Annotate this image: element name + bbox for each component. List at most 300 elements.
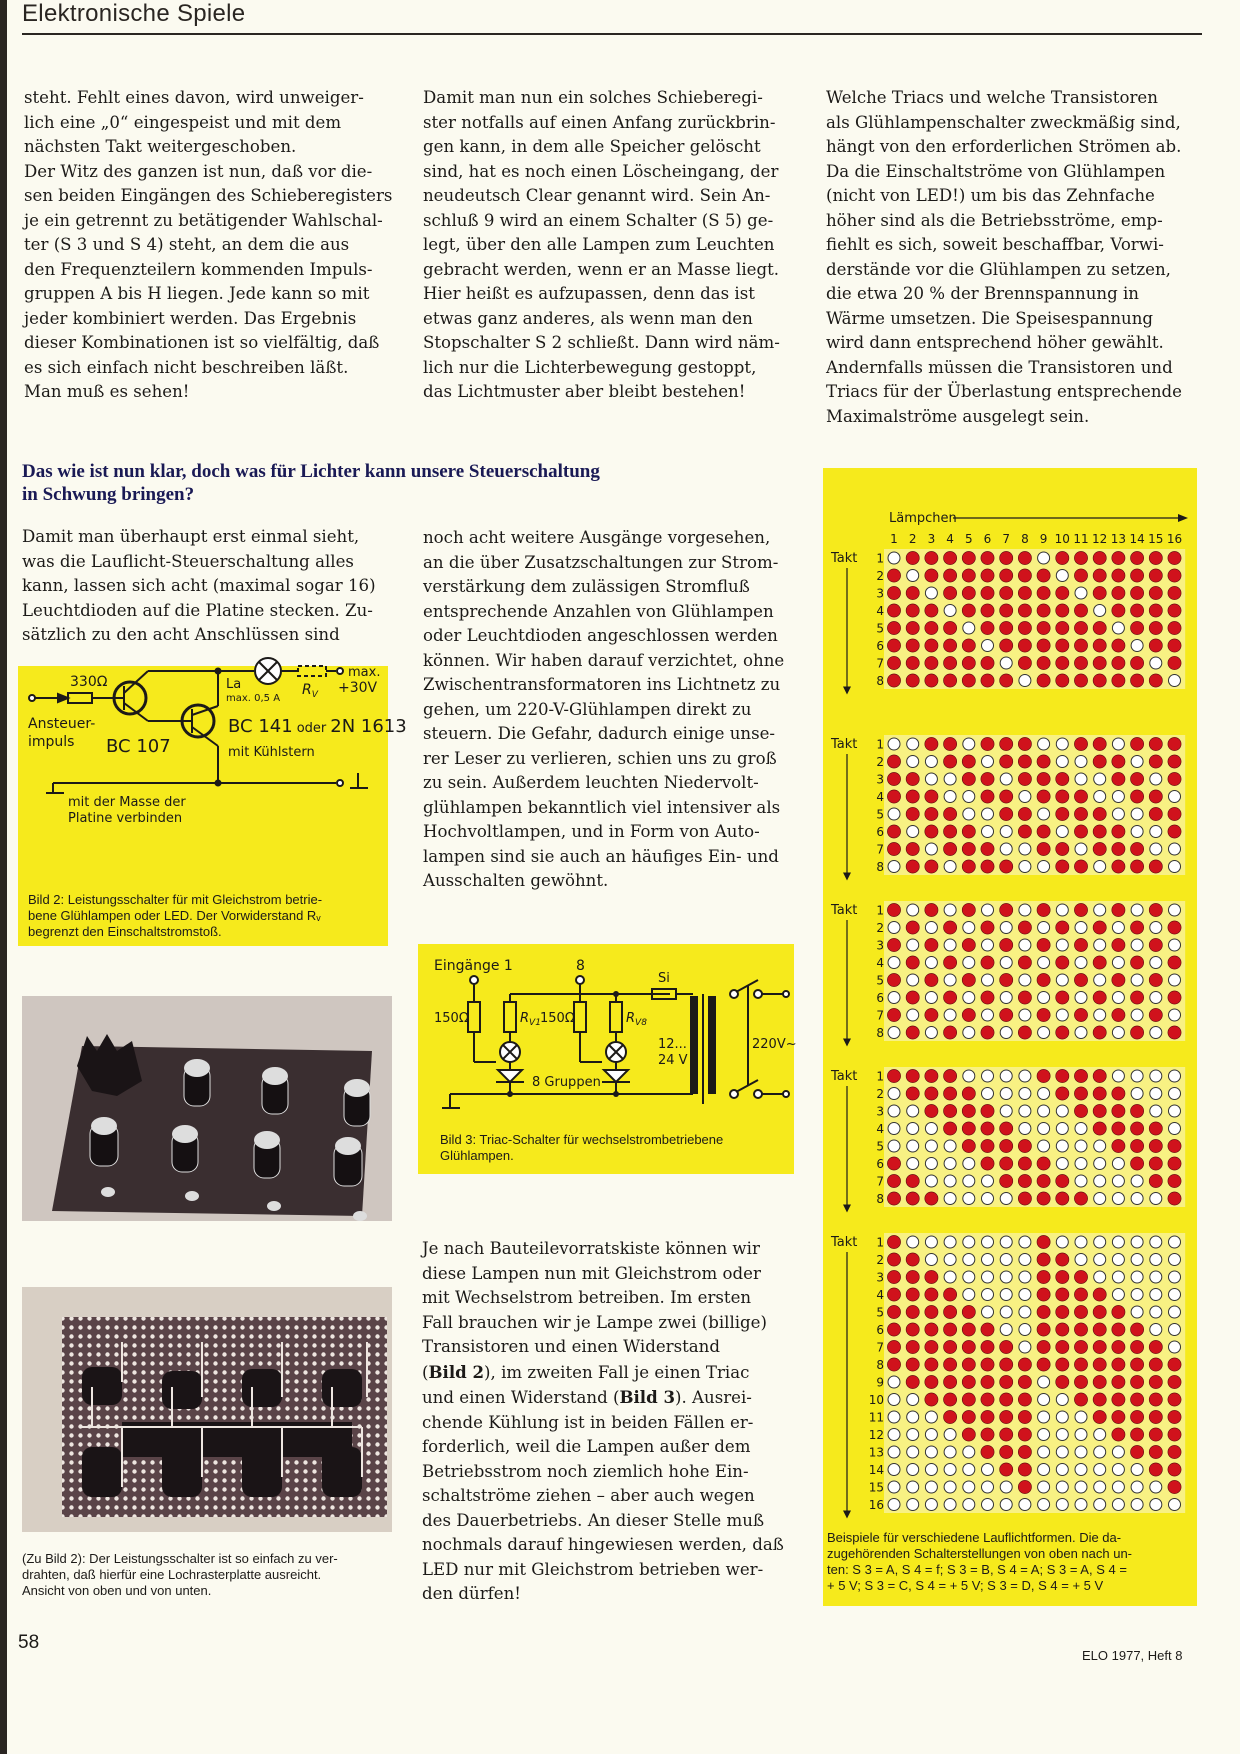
led-on [1093, 1069, 1106, 1082]
led-on [887, 621, 900, 634]
clock-step-number: 5 [876, 1305, 884, 1320]
led-on [1074, 1104, 1087, 1117]
led-off [925, 922, 937, 934]
led-off [1169, 1324, 1181, 1336]
led-on [1018, 1139, 1031, 1152]
led-off [907, 1140, 919, 1152]
led-on [1037, 1192, 1050, 1205]
led-on [887, 790, 900, 803]
led-on [887, 674, 900, 687]
led-off [982, 1236, 994, 1248]
led-on [925, 1069, 938, 1082]
led-on [1056, 790, 1069, 803]
led-on [1018, 825, 1031, 838]
led-on [925, 1358, 938, 1371]
led-on [906, 1305, 919, 1318]
led-off [1112, 622, 1124, 634]
led-off [944, 605, 956, 617]
led-off [944, 1254, 956, 1266]
led-on [1112, 860, 1125, 873]
led-on [1093, 551, 1106, 564]
led-on [944, 1340, 957, 1353]
text-run: ), im zweiten Fall je einen Triac und einen Widerstand ( [422, 1362, 750, 1407]
led-off [963, 791, 975, 803]
led-on [1168, 1157, 1181, 1170]
led-off [963, 1464, 975, 1476]
led-on [962, 1008, 975, 1021]
led-on [1112, 674, 1125, 687]
led-on [981, 1157, 994, 1170]
lamp-number: 8 [1021, 532, 1029, 546]
led-off [1056, 826, 1068, 838]
led-on [1149, 973, 1162, 986]
led-off [1131, 1289, 1143, 1301]
led-on [962, 1323, 975, 1336]
led-on [1112, 825, 1125, 838]
label-ground-2: Platine verbinden [68, 811, 183, 826]
led-off [1019, 1009, 1031, 1021]
led-on [981, 1445, 994, 1458]
led-off [888, 1499, 900, 1511]
led-on [1149, 1375, 1162, 1388]
led-on [1056, 1340, 1069, 1353]
led-off [925, 773, 937, 785]
led-on [1000, 1174, 1013, 1187]
led-on [1149, 1174, 1162, 1187]
led-on [981, 860, 994, 873]
clock-step-number: 4 [876, 790, 884, 804]
led-off [1112, 1070, 1124, 1082]
photo-circuit-top-view [22, 996, 392, 1221]
led-off [1038, 1411, 1050, 1423]
led-on [944, 956, 957, 969]
led-on [906, 656, 919, 669]
led-on [1018, 639, 1031, 652]
led-on [1093, 1122, 1106, 1135]
led-on [1018, 772, 1031, 785]
led-off [925, 992, 937, 1004]
led-on [981, 604, 994, 617]
led-on [1093, 807, 1106, 820]
led-on [1037, 569, 1050, 582]
led-on [1000, 755, 1013, 768]
led-on [906, 991, 919, 1004]
led-off [907, 826, 919, 838]
led-on [1093, 569, 1106, 582]
led-on [1000, 1393, 1013, 1406]
led-on [1131, 860, 1144, 873]
led-on [1000, 737, 1013, 750]
pattern-group [830, 1233, 1185, 1519]
led-off [1131, 974, 1143, 986]
led-off [1038, 1027, 1050, 1039]
led-off [963, 1254, 975, 1266]
led-off [1056, 1411, 1068, 1423]
led-off [907, 1123, 919, 1135]
led-on [1074, 825, 1087, 838]
clock-step-number: 5 [876, 807, 884, 822]
led-on [981, 1428, 994, 1441]
led-on [1168, 921, 1181, 934]
led-on [981, 1393, 994, 1406]
led-on [981, 1340, 994, 1353]
led-on [1037, 586, 1050, 599]
section-heading: Das wie ist nun klar, doch was für Lichter kann unsere Steuerschaltung in Schwung bringen? [22, 461, 600, 505]
clock-step-number: 14 [868, 1463, 884, 1477]
led-off [963, 992, 975, 1004]
led-on [1168, 1410, 1181, 1423]
led-on [1056, 1192, 1069, 1205]
lamp-number: 4 [946, 532, 954, 546]
led-on [981, 790, 994, 803]
led-off [888, 1088, 900, 1100]
led-on [925, 1375, 938, 1388]
led-off [1056, 1158, 1068, 1170]
led-off [1000, 1105, 1012, 1117]
figure-reference-bild2: Bild 2 [428, 1361, 485, 1382]
led-on [925, 807, 938, 820]
led-on [1018, 737, 1031, 750]
led-on [1000, 621, 1013, 634]
led-on [1018, 956, 1031, 969]
led-on [1131, 674, 1144, 687]
clock-step-number: 1 [876, 551, 884, 566]
led-on [1074, 1375, 1087, 1388]
paragraph: steht. Fehlt eines davon, wird unweiger- lich eine „0“ eingespeist und mit dem nächsten Takt weitergeschoben. Der Witz des ganzen ist nun, daß vor die- sen beiden Eingängen des Schieberegisters je ein getrennt zu betätigender Wahlschal- ter (S 3 und S 4) steht, an dem die aus den Frequenzteilern kommenden Impuls- gruppen A bis H liegen. Jede kann so mit jeder kombiniert werden. Das Ergebnis dieser Kombinationen ist so vielfältig, daß es sich einfach nicht beschreiben läßt. Man muß es sehen! [24, 88, 393, 401]
label-secondary-2: 24 V [658, 1053, 688, 1068]
led-on [1131, 621, 1144, 634]
led-on [925, 1192, 938, 1205]
led-on [1112, 1410, 1125, 1423]
led-off [944, 1464, 956, 1476]
led-on [1093, 639, 1106, 652]
led-on [887, 1270, 900, 1283]
led-on [1093, 921, 1106, 934]
led-on [887, 1323, 900, 1336]
led-on [906, 1358, 919, 1371]
led-off [1131, 1464, 1143, 1476]
led-on [906, 604, 919, 617]
led-on [887, 639, 900, 652]
led-on [962, 1428, 975, 1441]
led-on [1093, 1087, 1106, 1100]
clock-step-number: 9 [876, 1375, 884, 1390]
led-off [1038, 1499, 1050, 1511]
led-off [888, 922, 900, 934]
clock-axis-arrow-head [843, 1511, 851, 1519]
led-on [1018, 586, 1031, 599]
led-off [1038, 922, 1050, 934]
led-off [1019, 791, 1031, 803]
led-on [925, 621, 938, 634]
photo-graphic-bottom [22, 1287, 392, 1532]
clock-axis-label: Takt [831, 737, 858, 752]
led-on [1168, 772, 1181, 785]
label-secondary-1: 12... [658, 1037, 687, 1052]
led-off [963, 957, 975, 969]
led-on [887, 973, 900, 986]
led-on [906, 674, 919, 687]
led-off [963, 1158, 975, 1170]
led-off [1019, 904, 1031, 916]
led-off [907, 1411, 919, 1423]
led-on [1168, 1393, 1181, 1406]
lamp-axis-arrow-head [1178, 514, 1188, 522]
paragraph: Damit man nun ein solches Schieberegi- ster notfalls auf einen Anfang zurückbrin- gen kann, in dem alle Speicher gelöscht sind, hat es noch einen Löscheingang, der neudeutsch Clear genannt wird. Sein An- schluß 9 wird an einem Schalter (S 5) ge- legt, über den alle Lampen zum Leuchten gebracht werden, wenn er an Masse liegt. Hier heißt es aufzupassen, denn das ist etwas ganz anderes, als wenn man den Stopschalter S 2 schließt. Dann wird näm- lich nur die Lichterbewegung gestoppt, das Lichtmuster aber bleibt bestehen! [423, 88, 780, 401]
led-off [1169, 1105, 1181, 1117]
led-on [962, 1087, 975, 1100]
lamp-number: 13 [1110, 532, 1127, 546]
led-on [1149, 1410, 1162, 1423]
led-on [1037, 938, 1050, 951]
led-off [1150, 1306, 1162, 1318]
led-off [907, 1158, 919, 1170]
label-vmax-2: +30V [338, 680, 378, 696]
led-on [1037, 772, 1050, 785]
led-on [1000, 569, 1013, 582]
led-off [925, 1140, 937, 1152]
led-on [1168, 1192, 1181, 1205]
led-off [1000, 1254, 1012, 1266]
led-off [1038, 552, 1050, 564]
led-off [1000, 1088, 1012, 1100]
led-on [1093, 586, 1106, 599]
led-on [1149, 938, 1162, 951]
led-on [1131, 1340, 1144, 1353]
led-on [962, 860, 975, 873]
led-off [982, 1289, 994, 1301]
label-mains: 220V~ [752, 1037, 797, 1052]
led-off [1169, 1306, 1181, 1318]
led-on [906, 842, 919, 855]
led-on [906, 1069, 919, 1082]
led-off [1038, 1376, 1050, 1388]
led-on [962, 639, 975, 652]
led-off [1150, 1088, 1162, 1100]
led-off [1038, 738, 1050, 750]
led-on [1037, 674, 1050, 687]
led-off [1019, 1271, 1031, 1283]
led-on [1000, 790, 1013, 803]
schematic-power-switch [18, 665, 407, 876]
led-off [982, 939, 994, 951]
led-on [1056, 842, 1069, 855]
clock-step-number: 4 [876, 956, 884, 970]
led-on [925, 551, 938, 564]
led-on [1112, 1104, 1125, 1117]
led-off [963, 1499, 975, 1511]
led-on [944, 1393, 957, 1406]
led-on [906, 790, 919, 803]
led-on [944, 825, 957, 838]
led-on [1149, 1122, 1162, 1135]
clock-step-number: 8 [876, 1358, 884, 1372]
led-on [1168, 569, 1181, 582]
led-on [925, 1270, 938, 1283]
led-off [963, 738, 975, 750]
led-off [963, 1070, 975, 1082]
led-on [981, 1122, 994, 1135]
clock-step-number: 7 [876, 1174, 884, 1189]
led-off [907, 1499, 919, 1511]
led-on [1037, 1270, 1050, 1283]
led-off [1169, 1088, 1181, 1100]
led-off [944, 1271, 956, 1283]
led-on [1037, 1174, 1050, 1187]
led-off [1075, 957, 1087, 969]
led-off [1131, 904, 1143, 916]
led-on [962, 656, 975, 669]
clock-step-number: 16 [868, 1498, 884, 1512]
led-off [1112, 1175, 1124, 1187]
led-on [1168, 1463, 1181, 1476]
led-on [962, 842, 975, 855]
led-on [887, 772, 900, 785]
label-rv8: $R_{V8}$ [626, 1011, 647, 1028]
led-off [888, 861, 900, 873]
led-off [1150, 1105, 1162, 1117]
led-off [1056, 1499, 1068, 1511]
led-off [1112, 957, 1124, 969]
led-on [1131, 956, 1144, 969]
led-on [1056, 1253, 1069, 1266]
led-on [1056, 1288, 1069, 1301]
led-off [1075, 843, 1087, 855]
led-off [1094, 605, 1106, 617]
led-on [925, 639, 938, 652]
led-off [1131, 756, 1143, 768]
led-on [1000, 1008, 1013, 1021]
led-off [944, 1499, 956, 1511]
led-off [1112, 1236, 1124, 1248]
led-on [1056, 604, 1069, 617]
led-on [887, 656, 900, 669]
led-off [944, 1481, 956, 1493]
led-on [1149, 807, 1162, 820]
middle-column-top [423, 526, 808, 894]
led-on [1168, 586, 1181, 599]
led-on [1074, 903, 1087, 916]
led-on [962, 586, 975, 599]
led-on [1168, 1358, 1181, 1371]
led-on [1074, 1192, 1087, 1205]
led-on [944, 737, 957, 750]
photo-graphic-top [22, 996, 392, 1221]
label-r1: 150Ω [434, 1011, 469, 1026]
led-on [887, 604, 900, 617]
led-off [888, 808, 900, 820]
led-on [944, 1323, 957, 1336]
led-on [1149, 790, 1162, 803]
led-off [925, 1158, 937, 1170]
led-on [1037, 1288, 1050, 1301]
lamp-number: 7 [1002, 532, 1011, 546]
led-off [907, 904, 919, 916]
led-chart-caption: Beispiele für verschiedene Lauflichtformen. Die da- zugehörenden Schalterstellungen von oben nach un- ten: S 3 = A, S 4 = f; S 3 = B, S 4 = A; S 3 = A, S 4 = + 5 V; S 3 = C, S 4 = + 5 V; S 3 = D, S 4 = + 5 V [827, 1530, 1133, 1593]
clock-axis-arrow-head [843, 873, 851, 881]
led-off [963, 1027, 975, 1039]
led-off [1094, 1193, 1106, 1205]
led-off [1094, 791, 1106, 803]
led-on [1131, 1122, 1144, 1135]
led-on [1018, 1428, 1031, 1441]
led-off [1075, 773, 1087, 785]
led-off [1094, 1009, 1106, 1021]
lamp-number: 6 [983, 532, 992, 546]
led-off [1075, 1481, 1087, 1493]
led-on [1074, 674, 1087, 687]
led-off [1131, 939, 1143, 951]
led-on [1131, 551, 1144, 564]
led-off [1019, 1236, 1031, 1248]
led-off [944, 1193, 956, 1205]
led-off [1169, 939, 1181, 951]
clock-step-number: 10 [868, 1393, 884, 1407]
led-on [962, 674, 975, 687]
led-on [1093, 621, 1106, 634]
led-on [1093, 674, 1106, 687]
lamp-number: 14 [1129, 532, 1145, 546]
led-on [1000, 1157, 1013, 1170]
led-on [1149, 1008, 1162, 1021]
photo-circuit-bottom-view [22, 1287, 392, 1532]
led-on [1131, 1358, 1144, 1371]
led-on [887, 586, 900, 599]
led-on [1056, 1087, 1069, 1100]
led-on [1112, 1393, 1125, 1406]
led-off [1094, 861, 1106, 873]
led-off [1169, 1499, 1181, 1511]
led-on [925, 1340, 938, 1353]
led-on [981, 772, 994, 785]
led-off [963, 1271, 975, 1283]
led-on [925, 860, 938, 873]
led-on [1074, 604, 1087, 617]
clock-step-number: 6 [876, 825, 884, 839]
led-off [1131, 1009, 1143, 1021]
led-off [1131, 1236, 1143, 1248]
led-pattern-grid [823, 468, 1197, 1528]
led-off [1075, 1411, 1087, 1423]
clock-step-number: 2 [876, 1087, 884, 1101]
led-on [1018, 656, 1031, 669]
led-on [1074, 569, 1087, 582]
led-on [1112, 1305, 1125, 1318]
led-on [1056, 1270, 1069, 1283]
led-on [1093, 1305, 1106, 1318]
led-off [1112, 1446, 1124, 1458]
led-on [1000, 1358, 1013, 1371]
led-on [1168, 551, 1181, 564]
lamp-number: 12 [1092, 532, 1108, 546]
led-off [944, 904, 956, 916]
led-on [1037, 1358, 1050, 1371]
led-off [1000, 992, 1012, 1004]
led-off [1075, 1446, 1087, 1458]
led-on [1168, 1445, 1181, 1458]
clock-step-number: 6 [876, 991, 884, 1005]
clock-step-number: 6 [876, 1323, 884, 1337]
led-on [962, 1358, 975, 1371]
led-off [1094, 1446, 1106, 1458]
led-on [962, 973, 975, 986]
led-off [1169, 1070, 1181, 1082]
led-off [963, 1175, 975, 1187]
lamp-number: 2 [908, 532, 917, 546]
led-on [906, 551, 919, 564]
led-on [906, 1288, 919, 1301]
led-on [1037, 1323, 1050, 1336]
